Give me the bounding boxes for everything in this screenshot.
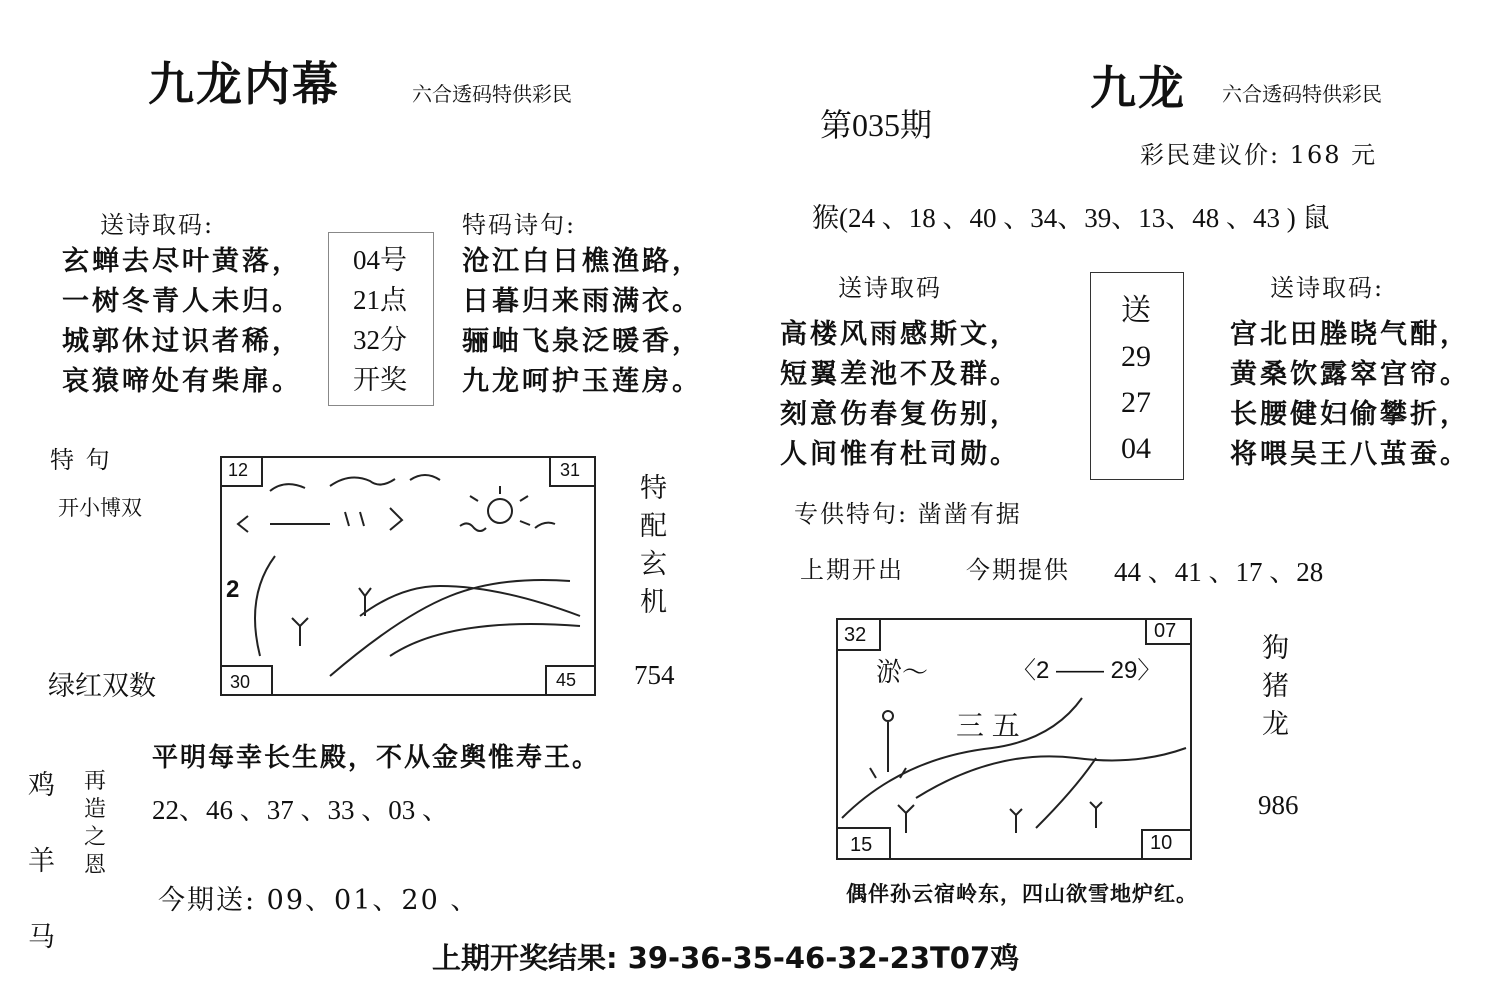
corner-number: 31 [560, 460, 581, 480]
right-poem1 [780, 315, 1020, 475]
poem-line: 将喂吴王八茧蚕。 [1230, 439, 1470, 470]
right-title: 九龙 [1090, 61, 1186, 115]
picture-text: 淤～ [876, 657, 929, 687]
left-vertical-special [640, 470, 667, 622]
issue-number: 第035期 [820, 107, 933, 143]
right-poem2 [1230, 315, 1470, 475]
poem-line: 宫北田塍晓气酣， [1230, 319, 1470, 350]
corner-number: 45 [556, 670, 577, 690]
animal-char: 龙 [1262, 709, 1289, 740]
corner-number: 15 [850, 834, 873, 856]
left-num-754: 754 [634, 660, 675, 690]
right-poem2-label: 送诗取码: [1270, 274, 1385, 302]
left-title: 九龙内幕 [148, 57, 340, 111]
corner-number: 10 [1150, 832, 1173, 854]
animal-char: 猪 [1262, 671, 1289, 702]
poem-line: 人间惟有杜司勋。 [780, 439, 1020, 470]
corner-number: 12 [228, 460, 249, 480]
grace-char: 之 [84, 825, 107, 850]
left-poem2-label: 特码诗句: [462, 211, 577, 239]
poem-line: 日暮归来雨满衣。 [462, 286, 702, 317]
left-poem1 [62, 242, 302, 402]
grace-char: 再 [84, 769, 107, 794]
poem-line: 刻意伤春复伤别， [780, 399, 1020, 430]
right-picture [836, 618, 1192, 860]
poem-line: 城郭休过识者稀， [62, 326, 302, 357]
poem-line: 黄桑饮露窣宫帘。 [1230, 359, 1470, 390]
corner-number: 32 [844, 624, 867, 646]
right-animals-vertical [1262, 630, 1289, 744]
animal-char: 狗 [1262, 633, 1289, 664]
monkey-rat-line: 猴(24 、18 、40 、34、39、13、48 、43 ) 鼠 [812, 203, 1330, 233]
sketch-illustration [220, 456, 596, 696]
left-subtitle: 六合透码特供彩民 [412, 82, 572, 106]
picture-number: 2 [226, 576, 240, 603]
animal-char: 羊 [28, 846, 55, 877]
left-poem2 [462, 242, 702, 402]
poem-line: 长腰健妇偷攀折， [1230, 399, 1470, 430]
vertical-char: 玄 [640, 549, 667, 580]
poem-line: 九龙呵护玉莲房。 [462, 366, 702, 397]
vertical-char: 机 [640, 587, 667, 618]
right-poem1-label: 送诗取码 [838, 274, 942, 302]
animal-char: 马 [28, 922, 55, 953]
left-special-label: 特 句 [50, 446, 112, 474]
corner-number: 30 [230, 672, 251, 692]
left-animals-vertical [28, 748, 55, 976]
send-line: 27 [1121, 386, 1151, 419]
vertical-char: 特 [640, 473, 667, 504]
time-line: 开奖 [353, 365, 407, 395]
last-issue-label: 上期开出 [800, 556, 904, 584]
send-line: 送 [1121, 294, 1151, 327]
footer-result: 上期开奖结果: 39-36-35-46-32-23T07鸡 [432, 941, 1020, 975]
provide-label: 今期提供 [966, 556, 1070, 584]
poem-line: 沧江白日樵渔路， [462, 246, 702, 277]
left-today-send: 今期送: 09、01、20 、 [158, 885, 480, 916]
right-caption: 偶伴孙云宿岭东，四山欲雪地炉红。 [846, 881, 1198, 906]
left-poem1-label: 送诗取码: [100, 211, 215, 239]
left-special-text: 开小博双 [58, 496, 142, 520]
left-color-text: 绿红双数 [48, 671, 156, 702]
poem-line: 短翼差池不及群。 [780, 359, 1020, 390]
grace-char: 造 [84, 797, 107, 822]
left-grace-vertical [84, 768, 106, 880]
time-line: 32分 [353, 325, 407, 355]
time-line: 21点 [353, 285, 407, 315]
picture-text: 三 五 [956, 710, 1020, 741]
right-special: 专供特句: 凿凿有据 [794, 500, 1022, 528]
provide-numbers: 44 、41 、17 、28 [1114, 557, 1324, 587]
left-time-lines [346, 240, 414, 400]
right-num-986: 986 [1258, 790, 1299, 820]
left-bottom-poem: 平明每幸长生殿，不从金舆惟寿王。 [152, 743, 601, 773]
left-bottom-numbers: 22、46 、37 、33 、03 、 [152, 795, 449, 825]
time-line: 04号 [353, 245, 407, 275]
poem-line: 哀猿啼处有柴扉。 [62, 366, 302, 397]
corner-number: 07 [1154, 620, 1177, 642]
picture-text: 〈2 —— 29〉 [1012, 657, 1162, 684]
poem-line: 一树冬青人未归。 [62, 286, 302, 317]
send-line: 04 [1121, 432, 1151, 465]
poem-line: 骊岫飞泉泛暖香， [462, 326, 702, 357]
poem-line: 玄蝉去尽叶黄落， [62, 246, 302, 277]
vertical-char: 配 [640, 511, 667, 542]
grace-char: 恩 [84, 853, 107, 878]
left-picture [220, 456, 596, 696]
right-subtitle: 六合透码特供彩民 [1222, 82, 1382, 106]
send-line: 29 [1121, 340, 1151, 373]
animal-char: 鸡 [28, 770, 55, 801]
right-send-lines [1100, 288, 1172, 472]
price: 彩民建议价: 168 元 [1140, 141, 1378, 169]
poem-line: 高楼风雨感斯文， [780, 319, 1020, 350]
